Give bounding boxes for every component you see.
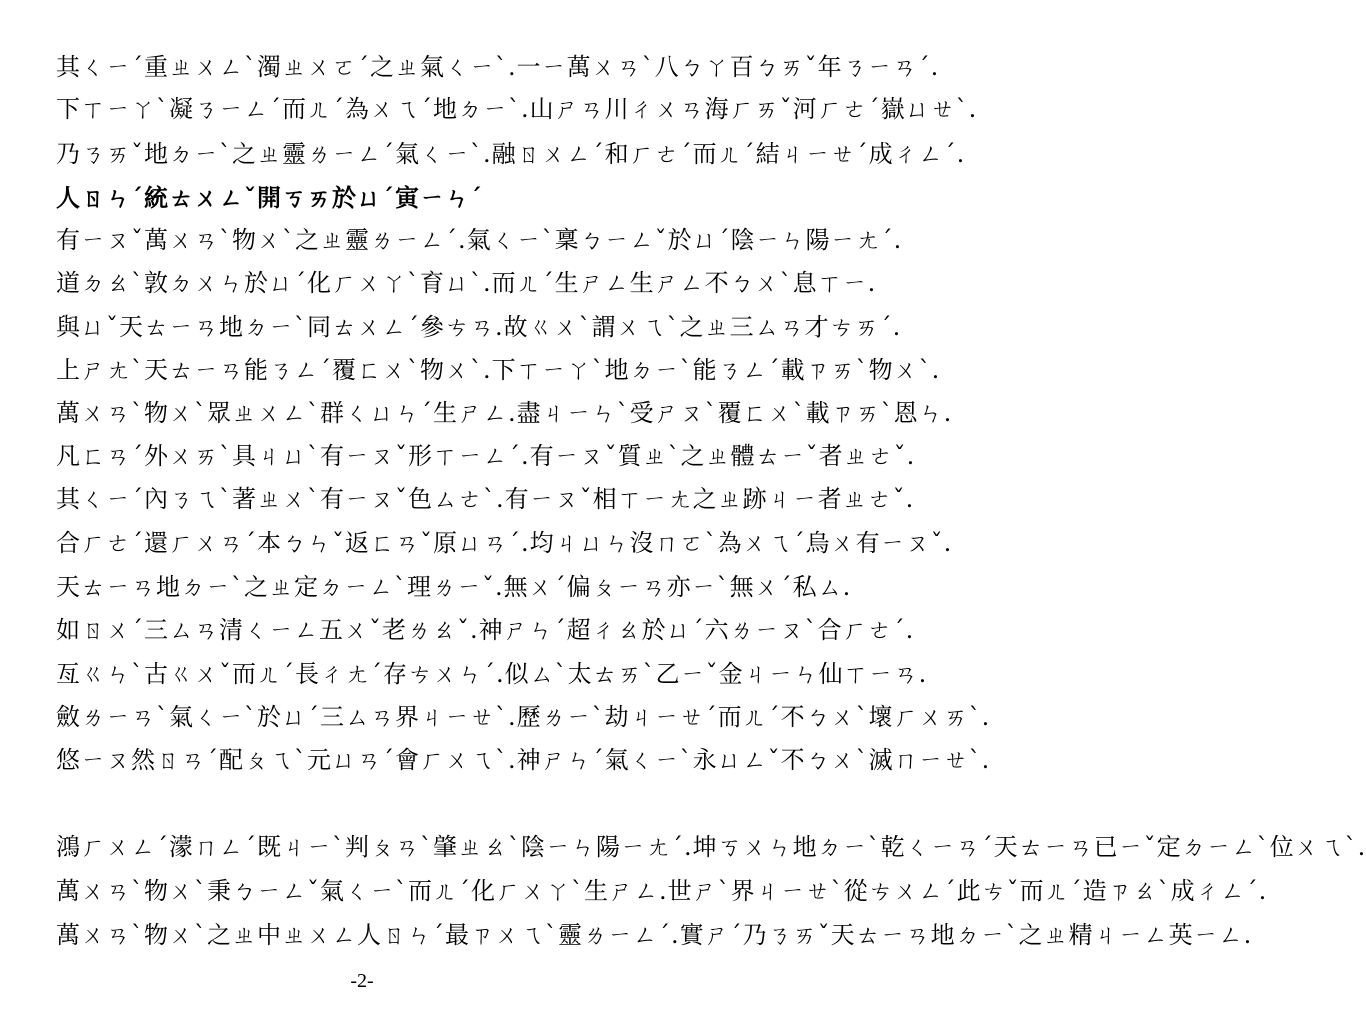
text-line: 乃ㄋㄞˇ地ㄉㄧˋ之ㄓ靈ㄌㄧㄥˊ氣ㄑㄧˋ.融ㄖㄨㄥˊ和ㄏㄜˊ而ㄦˊ結ㄐㄧㄝˊ成ㄔㄥˊ. [56, 140, 966, 168]
page-number: -2- [350, 970, 374, 992]
text-line: 萬ㄨㄢˋ物ㄨˋ之ㄓ中ㄓㄨㄥ人ㄖㄣˊ最ㄗㄨㄟˋ靈ㄌㄧㄥˊ.實ㄕˊ乃ㄋㄞˇ天ㄊㄧㄢ地ㄉㄧˋ之ㄓ精ㄐㄧㄥ英ㄧㄥ. [56, 921, 1253, 949]
text-line: 上ㄕㄤˋ天ㄊㄧㄢ能ㄋㄥˊ覆ㄈㄨˋ物ㄨˋ.下ㄒㄧㄚˋ地ㄉㄧˋ能ㄋㄥˊ載ㄗㄞˋ物ㄨˋ. [56, 356, 941, 384]
text-line: 悠ㄧㄡ然ㄖㄢˊ配ㄆㄟˋ元ㄩㄢˊ會ㄏㄨㄟˋ.神ㄕㄣˊ氣ㄑㄧˋ永ㄩㄥˇ不ㄅㄨˋ滅ㄇㄧㄝˋ. [56, 746, 991, 774]
text-line: 道ㄉㄠˋ敦ㄉㄨㄣ於ㄩˊ化ㄏㄨㄚˋ育ㄩˋ.而ㄦˊ生ㄕㄥ生ㄕㄥ不ㄅㄨˋ息ㄒㄧ. [56, 269, 877, 297]
text-line: 有ㄧㄡˇ萬ㄨㄢˋ物ㄨˋ之ㄓ靈ㄌㄧㄥˊ.氣ㄑㄧˋ稟ㄅㄧㄥˇ於ㄩˊ陰ㄧㄣ陽ㄧㄤˊ. [56, 226, 903, 254]
section-heading: 人ㄖㄣˊ統ㄊㄨㄥˇ開ㄎㄞ於ㄩˊ寅ㄧㄣˊ [56, 183, 483, 212]
text-line: 如ㄖㄨˊ三ㄙㄢ清ㄑㄧㄥ五ㄨˇ老ㄌㄠˇ.神ㄕㄣˊ超ㄔㄠ於ㄩˊ六ㄌㄧㄡˋ合ㄏㄜˊ. [56, 616, 915, 644]
text-line: 亙ㄍㄣˋ古ㄍㄨˇ而ㄦˊ長ㄔㄤˊ存ㄘㄨㄣˊ.似ㄙˋ太ㄊㄞˋ乙ㄧˇ金ㄐㄧㄣ仙ㄒㄧㄢ. [56, 660, 928, 688]
text-line: 下ㄒㄧㄚˋ凝ㄋㄧㄥˊ而ㄦˊ為ㄨㄟˊ地ㄉㄧˋ.山ㄕㄢ川ㄔㄨㄢ海ㄏㄞˇ河ㄏㄜˊ嶽ㄩㄝˋ. [56, 95, 978, 123]
text-line: 天ㄊㄧㄢ地ㄉㄧˋ之ㄓ定ㄉㄧㄥˋ理ㄌㄧˇ.無ㄨˊ偏ㄆㄧㄢ亦ㄧˋ無ㄨˊ私ㄙ. [56, 573, 852, 601]
text-line: 合ㄏㄜˊ還ㄏㄨㄢˊ本ㄅㄣˇ返ㄈㄢˇ原ㄩㄢˊ.均ㄐㄩㄣ沒ㄇㄛˋ為ㄨㄟˊ烏ㄨ有ㄧㄡˇ. [56, 529, 953, 557]
text-line: 萬ㄨㄢˋ物ㄨˋ秉ㄅㄧㄥˇ氣ㄑㄧˋ而ㄦˊ化ㄏㄨㄚˋ生ㄕㄥ.世ㄕˋ界ㄐㄧㄝˋ從ㄘㄨㄥˊ此ㄘˇ而ㄦˊ造ㄗㄠˋ成ㄔㄥˊ. [56, 877, 1268, 905]
text-line: 鴻ㄏㄨㄥˊ濛ㄇㄥˊ既ㄐㄧˋ判ㄆㄢˋ肇ㄓㄠˋ陰ㄧㄣ陽ㄧㄤˊ.坤ㄎㄨㄣ地ㄉㄧˋ乾ㄑㄧㄢˊ天ㄊㄧㄢ已ㄧˇ定ㄉㄧㄥˋ位ㄨㄟˋ. [56, 833, 1366, 861]
text-line: 萬ㄨㄢˋ物ㄨˋ眾ㄓㄨㄥˋ群ㄑㄩㄣˊ生ㄕㄥ.盡ㄐㄧㄣˋ受ㄕㄡˋ覆ㄈㄨˋ載ㄗㄞˋ恩ㄣ. [56, 399, 953, 427]
text-line: 其ㄑㄧˊ重ㄓㄨㄥˋ濁ㄓㄨㄛˊ之ㄓ氣ㄑㄧˋ.一ㄧ萬ㄨㄢˋ八ㄅㄚ百ㄅㄞˇ年ㄋㄧㄢˊ. [56, 53, 940, 81]
text-line: 斂ㄌㄧㄢˋ氣ㄑㄧˋ於ㄩˊ三ㄙㄢ界ㄐㄧㄝˋ.歷ㄌㄧˋ劫ㄐㄧㄝˊ而ㄦˊ不ㄅㄨˋ壞ㄏㄨㄞˋ. [56, 703, 991, 731]
text-line: 其ㄑㄧˊ內ㄋㄟˋ著ㄓㄨˋ有ㄧㄡˇ色ㄙㄜˋ.有ㄧㄡˇ相ㄒㄧㄤ之ㄓ跡ㄐㄧ者ㄓㄜˇ. [56, 485, 915, 513]
text-line: 與ㄩˇ天ㄊㄧㄢ地ㄉㄧˋ同ㄊㄨㄥˊ參ㄘㄢ.故ㄍㄨˋ謂ㄨㄟˋ之ㄓ三ㄙㄢ才ㄘㄞˊ. [56, 313, 902, 341]
text-line: 凡ㄈㄢˊ外ㄨㄞˋ具ㄐㄩˋ有ㄧㄡˇ形ㄒㄧㄥˊ.有ㄧㄡˇ質ㄓˋ之ㄓ體ㄊㄧˇ者ㄓㄜˇ. [56, 442, 916, 470]
